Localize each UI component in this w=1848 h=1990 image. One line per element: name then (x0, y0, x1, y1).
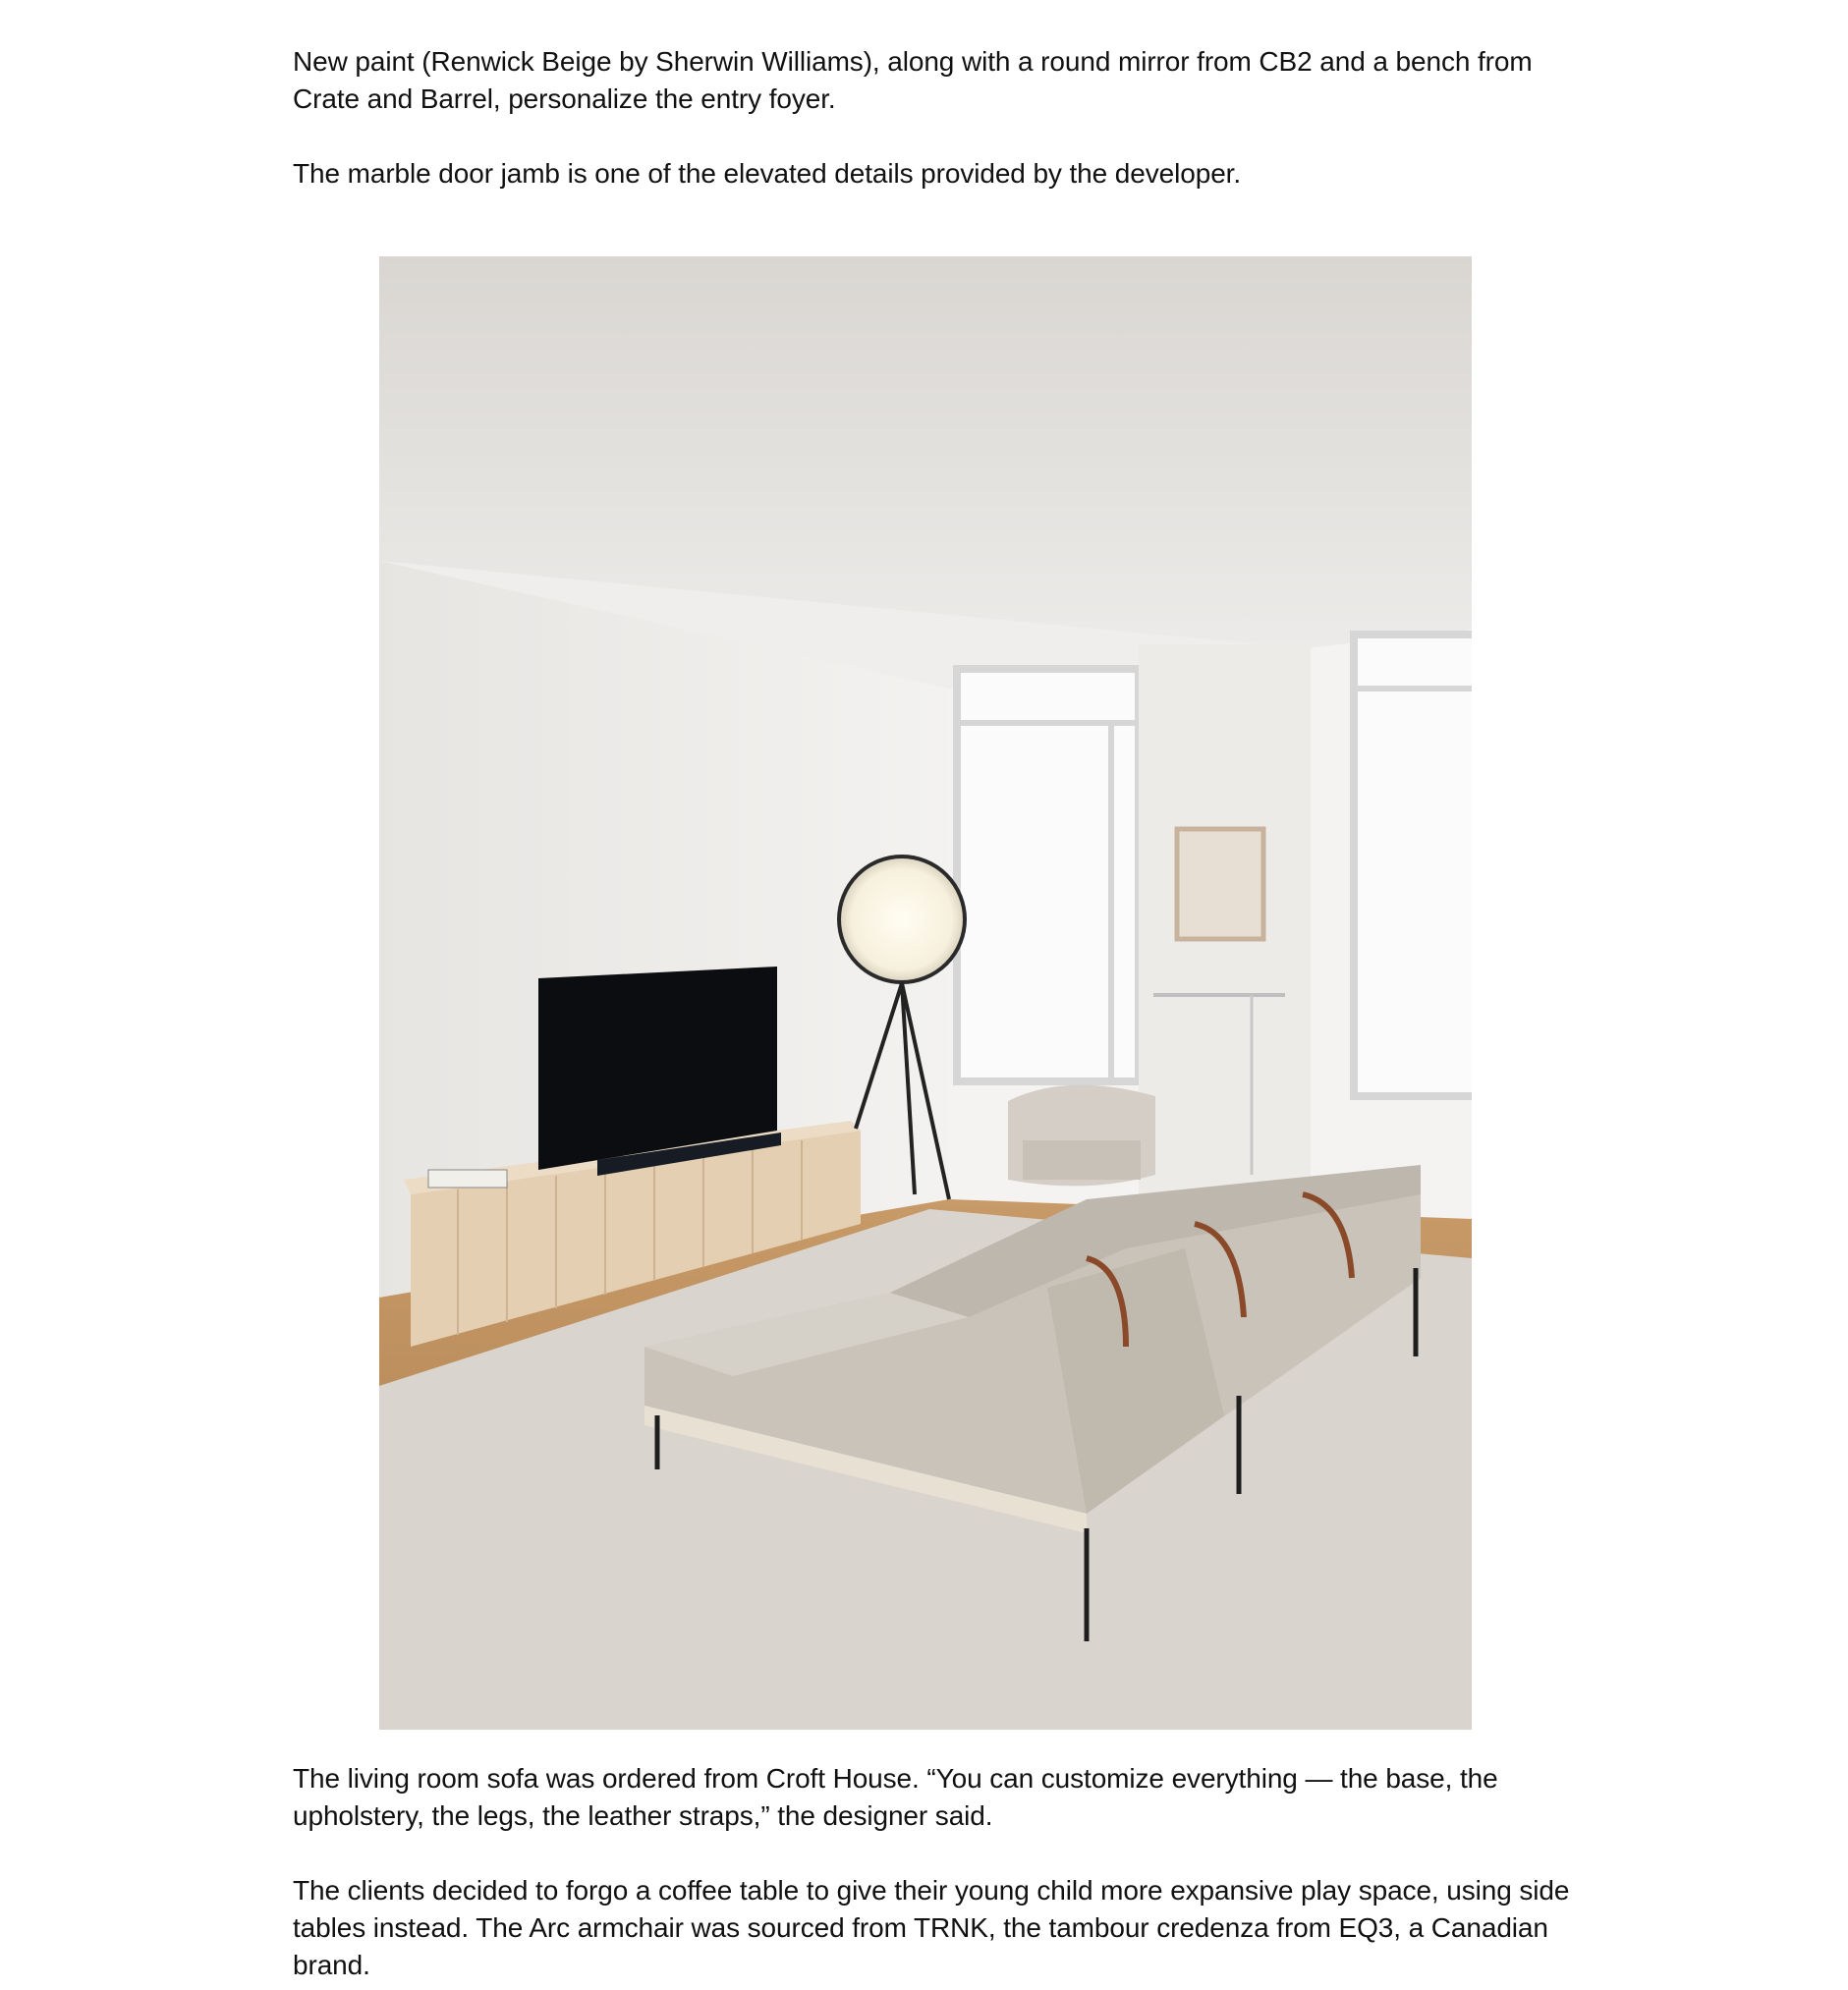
paragraph-door-jamb: The marble door jamb is one of the elevated details provided by the developer. (293, 158, 1242, 189)
arc-armchair (1008, 1085, 1155, 1187)
paragraph-sofa: The living room sofa was ordered from Croft House. “You can customize everything — the base, the upholstery, the legs, the leather straps,” the designer said. (293, 1763, 1498, 1831)
wall-artwork (1177, 829, 1263, 939)
paragraph-coffee-table: The clients decided to forgo a coffee table to give their young child more expansive play space, using side tables instead. The Arc armchair was sourced from TRNK, the tambour credenza from EQ3, a Canadian brand. (293, 1875, 1570, 1980)
article-body (293, 43, 1570, 193)
paragraph-foyer-paint: New paint (Renwick Beige by Sherwin Williams), along with a round mirror from CB2 and a bench from Crate and Barrel, personalize the entry foyer. (293, 46, 1533, 114)
window-left (957, 669, 1139, 1081)
living-room-photo (379, 256, 1472, 1730)
article-body-continued (293, 1760, 1570, 1984)
television (538, 967, 781, 1176)
books (428, 1170, 507, 1188)
living-room-illustration (379, 256, 1472, 1730)
window-right (1354, 635, 1472, 1096)
